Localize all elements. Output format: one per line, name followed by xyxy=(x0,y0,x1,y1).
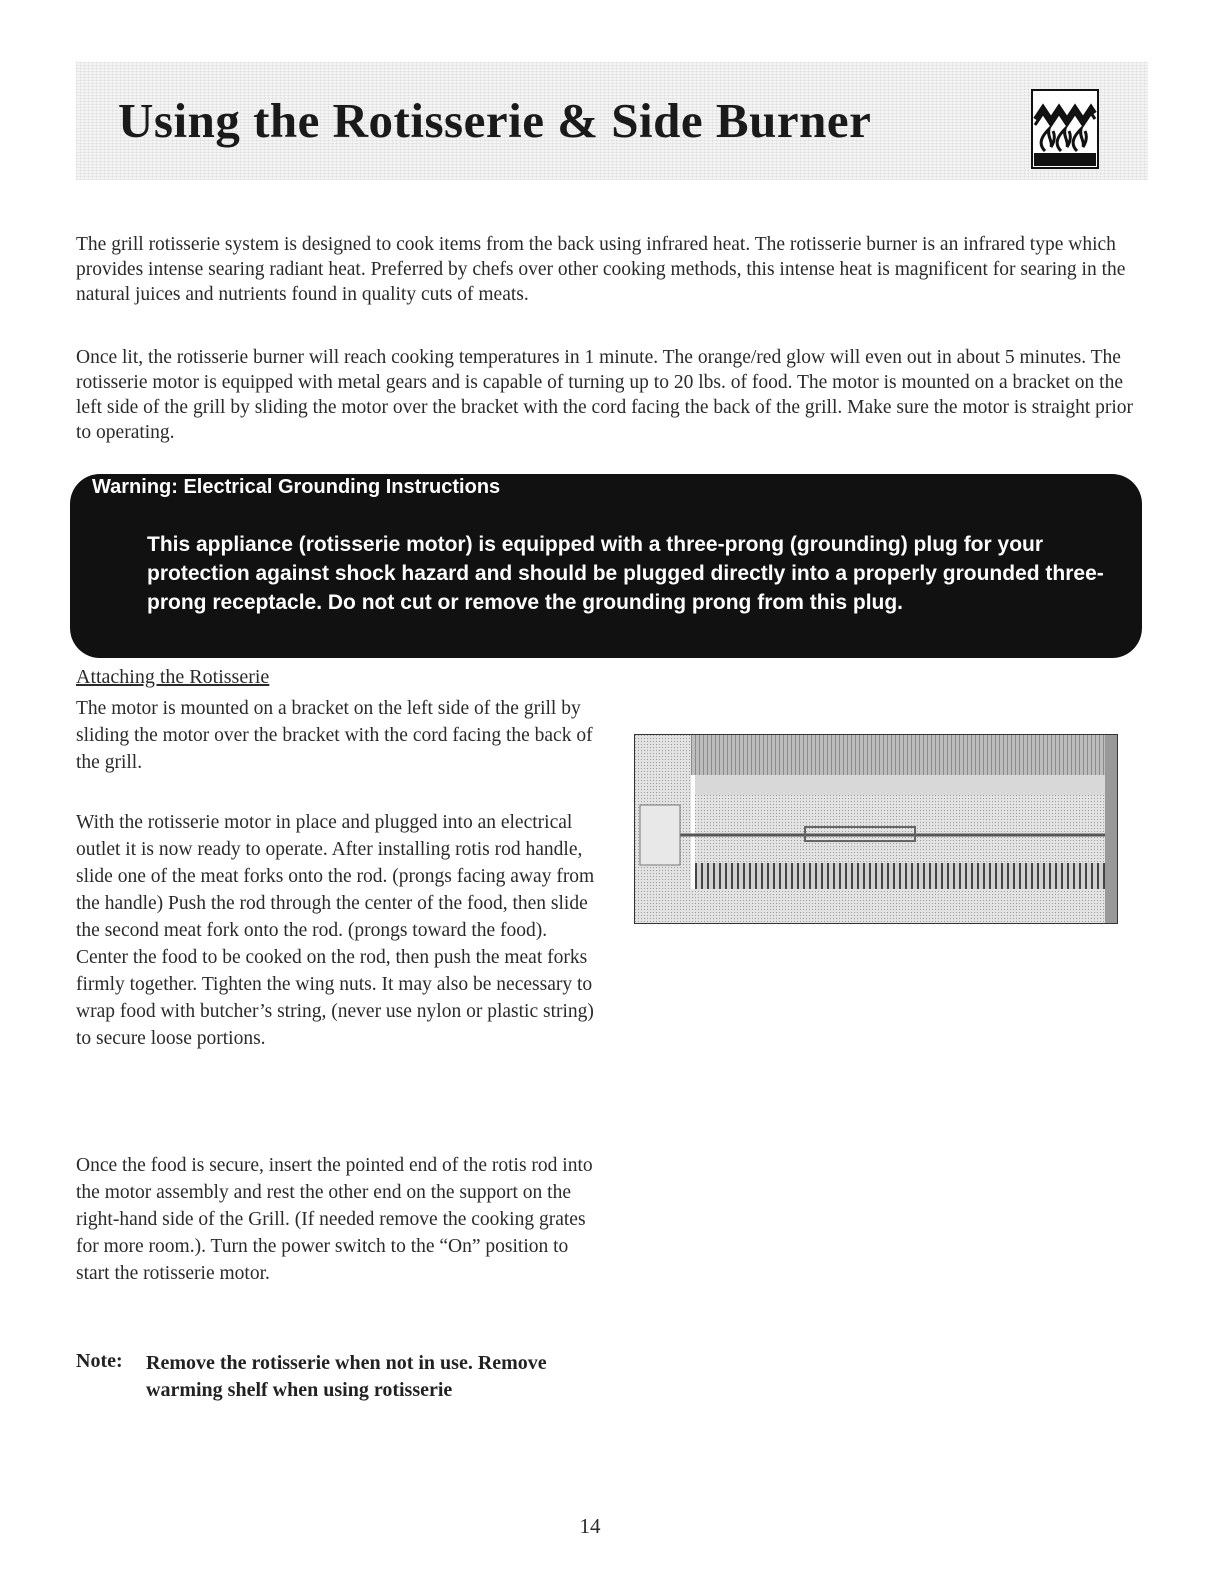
intro-paragraph-1: The grill rotisserie system is designed to cook items from the back using infrared heat. The rotisserie burner is an infrared type which provides intense searing radiant heat. Preferred by chefs over other cooking methods, this intense heat is magnificent for searing in the natural juices and nutrients found in quality cuts of meats. xyxy=(76,234,1126,305)
warning-heading: Warning: Electrical Grounding Instructions xyxy=(92,476,501,498)
attaching-rotisserie-heading: Attaching the Rotisserie xyxy=(76,666,270,688)
grill-rotisserie-photo xyxy=(634,734,1118,924)
side-burner-flame-icon xyxy=(1031,89,1099,169)
intro-paragraph-2: Once lit, the rotisserie burner will reach cooking temperatures in 1 minute. The orange/red glow will even out in about 5 minutes. The rotisserie motor is equipped with metal gears and is capable of turning up to 20 lbs. of food. The motor is mounted on a bracket on the left side of the grill by sliding the motor over the bracket with the cord facing the back of the grill. Make sure the motor is straight prior to operating. xyxy=(76,347,1134,443)
warning-body: This appliance (rotisserie motor) is equipped with a three-prong (grounding) plug for your protection against shock hazard and should be plugged directly into a properly grounded three-prong receptacle. Do not cut or remove the grounding prong from this plug. xyxy=(147,533,1104,614)
note-text: Remove the rotisserie when not in use. Remove warming shelf when using rotisserie xyxy=(146,1352,547,1401)
page-title: Using the Rotisserie & Side Burner xyxy=(118,93,872,148)
attaching-paragraph-3: Once the food is secure, insert the pointed end of the rotis rod into the motor assembly and rest the other end on the support on the right-hand side of the Grill. (If needed remove the cooking grates for more room.). Turn the power switch to the “On” position to start the rotisserie motor. xyxy=(76,1155,593,1284)
page-number: 14 xyxy=(579,1514,601,1538)
attaching-paragraph-1: The motor is mounted on a bracket on the left side of the grill by sliding the motor over the bracket with the cord facing the back of the grill. xyxy=(76,698,593,773)
note-label: Note: xyxy=(76,1350,123,1372)
attaching-paragraph-2: With the rotisserie motor in place and plugged into an electrical outlet it is now ready to operate. After installing rotis rod handle, slide one of the meat forks onto the rod. (prongs facing away from the handle) Push the rod through the center of the food, then slide the second meat fork onto the rod. (prongs toward the food). Center the food to be cooked on the rod, then push the meat forks firmly together. Tighten the wing nuts. It may also be necessary to wrap food with butcher’s string, (never use nylon or plastic string) to secure loose portions. xyxy=(76,812,595,1049)
